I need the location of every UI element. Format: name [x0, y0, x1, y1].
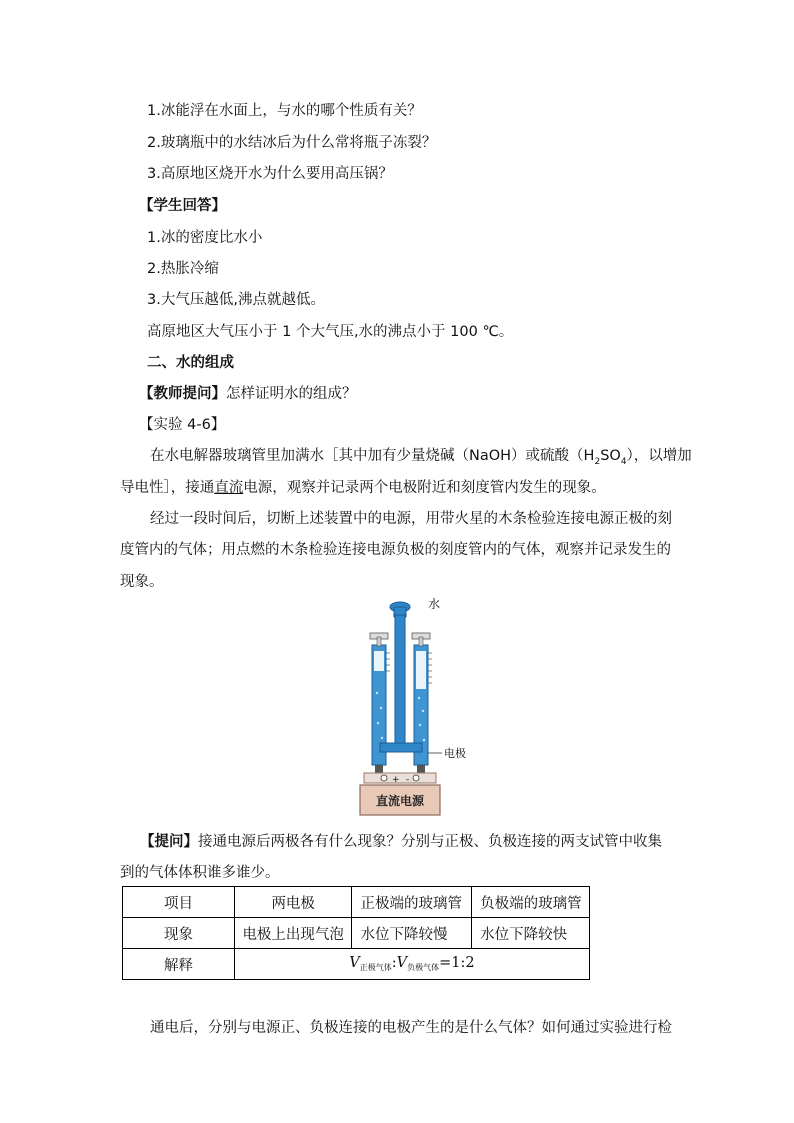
question-para-label: 【提问】	[140, 834, 198, 850]
base-plate	[364, 773, 436, 783]
answer-note: 高原地区大气压小于 1 个大气压,水的沸点小于 100 ℃。	[147, 324, 514, 340]
terminal-plus-label: +	[392, 775, 400, 785]
cross-tube	[380, 743, 422, 752]
left-tube-gas	[374, 651, 384, 671]
answer-1: 1.冰的密度比水小	[147, 230, 263, 246]
power-label: 直流电源	[375, 794, 425, 808]
table-cell: 解释	[123, 949, 235, 980]
table-row	[123, 949, 590, 980]
table-header-row	[123, 887, 590, 918]
electrolysis-apparatus-figure	[350, 593, 480, 818]
paragraph2-line3: 现象。	[120, 574, 164, 590]
p1-sub-2: 2	[594, 456, 601, 467]
p1-text-a: 在水电解器玻璃管里加满水［其中加有少量烧碱（NaOH）或硫酸（H	[150, 448, 595, 464]
table-cell: 现象	[123, 918, 235, 949]
p1-text-e: 电源，观察并记录两个电极附近和刻度管内发生的现象。	[243, 480, 606, 496]
experiment-label: 【实验 4-6】	[139, 417, 226, 433]
formula-ratio: =1:2	[439, 955, 475, 971]
table-row	[123, 918, 590, 949]
teacher-question-label: 【教师提问】	[139, 386, 226, 402]
table-cell: 水位下降较慢	[352, 918, 472, 949]
teacher-question-text: 怎样证明水的组成？	[226, 386, 357, 402]
terminal-minus-label: -	[406, 775, 410, 785]
water-label: 水	[428, 597, 441, 611]
center-tube	[395, 615, 405, 743]
question-2: 2.玻璃瓶中的水结冰后为什么常将瓶子冻裂？	[147, 135, 437, 151]
table-header-cell: 正极端的玻璃管	[352, 887, 472, 918]
question-3: 3.高原地区烧开水为什么要用高压锅？	[147, 166, 393, 182]
paragraph1-line2	[120, 478, 606, 498]
table-cell: 电极上出现气泡	[234, 918, 352, 949]
formula-sub-positive: 正极气体	[359, 963, 392, 972]
right-tube-gas	[416, 651, 426, 689]
question-1: 1.冰能浮在水面上，与水的哪个性质有关？	[147, 103, 422, 119]
question-para-text1: 接通电源后两极各有什么现象？分别与正极、负极连接的两支试管中收集	[198, 834, 662, 850]
section-title: 二、水的组成	[147, 355, 234, 371]
p1-sub-4: 4	[620, 456, 627, 467]
p1-text-d: 导电性］，接通	[120, 480, 215, 496]
table-header-cell: 两电极	[234, 887, 352, 918]
volume-ratio-formula: $V_{正极气体}:V_{负极气体}=1:2$	[349, 955, 475, 972]
paragraph1-line1	[150, 446, 692, 472]
electrode-label: 电极	[444, 747, 466, 760]
p1-text-b: SO	[600, 448, 621, 464]
formula-sub-negative: 负极气体	[407, 963, 440, 972]
answer-2: 2.热胀冷缩	[147, 261, 219, 277]
teacher-question	[139, 384, 357, 404]
table-header-cell: 负极端的玻璃管	[472, 887, 590, 918]
question-para-line2: 到的气体体积谁多谁少。	[120, 865, 280, 881]
formula-v2: V	[396, 955, 408, 971]
answer-3: 3.大气压越低,沸点就越低。	[147, 292, 325, 308]
negative-terminal	[413, 775, 419, 781]
observation-table	[122, 886, 590, 980]
positive-terminal	[381, 775, 387, 781]
closing-line: 通电后，分别与电源正、负极连接的电极产生的是什么气体？如何通过实验进行检	[150, 1020, 672, 1036]
table-cell: 水位下降较快	[472, 918, 590, 949]
p1-text-c: ），以增加	[626, 448, 692, 464]
table-formula-cell	[234, 949, 589, 980]
formula-v1: V	[349, 955, 360, 971]
question-para-line1	[140, 832, 662, 852]
table-header-cell: 项目	[123, 887, 235, 918]
paragraph2-line2: 度管内的气体；用点燃的木条检验连接电源负极的刻度管内的气体，观察并记录发生的	[120, 542, 671, 558]
student-answer-heading: 【学生回答】	[139, 198, 226, 214]
paragraph2-line1: 经过一段时间后，切断上述装置中的电源，用带火星的木条检验连接电源正极的刻	[150, 511, 672, 527]
p1-underlined-direct-current: 直流	[214, 480, 244, 496]
